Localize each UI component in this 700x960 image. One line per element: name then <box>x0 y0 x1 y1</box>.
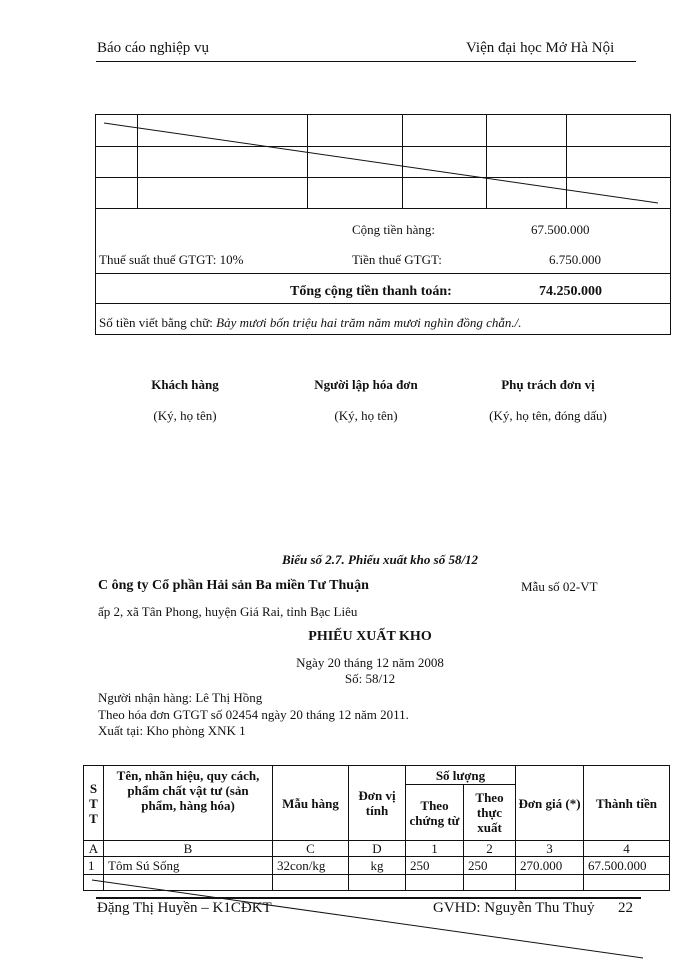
header-left: Báo cáo nghiệp vụ <box>97 40 210 56</box>
row-amount: 67.500.000 <box>584 857 670 875</box>
grand-total-label: Tổng cộng tiền thanh toán: <box>290 284 452 299</box>
signature-note-issuer: (Ký, họ tên) <box>334 408 398 423</box>
amount-in-words <box>99 315 522 331</box>
code-cell: 4 <box>584 841 670 857</box>
row-qty-actual: 250 <box>464 857 516 875</box>
signature-title-customer: Khách hàng <box>151 377 219 392</box>
form-number: Mẫu số 02-VT <box>521 579 598 594</box>
row-unit: kg <box>349 857 406 875</box>
footer-author: Đặng Thị Huyền – K1CĐKT <box>97 900 272 916</box>
company-name: C ông ty Cổ phần Hải sản Ba miền Tư Thuận <box>98 578 369 593</box>
col-header-amount: Thành tiền <box>584 766 670 841</box>
header-right: Viện đại học Mở Hà Nội <box>466 40 615 56</box>
code-cell: B <box>104 841 273 857</box>
slip-number: Số: 58/12 <box>344 671 396 686</box>
amount-in-words-value: Bảy mươi bốn triệu hai trăm năm mươi nghìn đồng chẵn./. <box>216 315 522 330</box>
col-header-qty-actual: Theo thực xuất <box>464 785 516 841</box>
code-cell: 3 <box>516 841 584 857</box>
receiver: Người nhận hàng: Lê Thị Hồng <box>98 690 263 705</box>
col-header-quantity: Số lượng <box>406 766 516 785</box>
vat-rate-label: Thuế suất thuế GTGT: 10% <box>99 252 244 267</box>
slip-table <box>83 765 670 891</box>
col-header-qty-doc: Theo chứng từ <box>406 785 464 841</box>
strike-diagonal-bottom <box>88 878 648 960</box>
signature-note-customer: (Ký, họ tên) <box>153 408 217 423</box>
slip-title: PHIẾU XUẤT KHO <box>308 629 432 644</box>
footer-divider <box>96 897 641 899</box>
goods-total-label: Cộng tiền hàng: <box>352 222 436 237</box>
header-divider <box>96 61 636 62</box>
slip-date: Ngày 20 tháng 12 năm 2008 <box>296 655 444 670</box>
table-row-line <box>96 303 670 304</box>
signature-title-issuer: Người lập hóa đơn <box>314 377 418 392</box>
code-cell: 1 <box>406 841 464 857</box>
code-cell: C <box>273 841 349 857</box>
row-name: Tôm Sú Sống <box>104 857 273 875</box>
code-cell: A <box>84 841 104 857</box>
page-number: 22 <box>618 900 633 916</box>
footer-advisor: GVHD: Nguyễn Thu Thuỷ <box>433 900 595 916</box>
amount-in-words-label: Số tiền viết bằng chữ: <box>99 315 213 330</box>
col-header-unit: Đơn vị tính <box>349 766 406 841</box>
vat-amount-label: Tiền thuế GTGT: <box>352 252 442 267</box>
code-cell: D <box>349 841 406 857</box>
row-model: 32con/kg <box>273 857 349 875</box>
col-header-name: Tên, nhãn hiệu, quy cách, phẩm chất vật tư (sản phẩm, hàng hóa) <box>104 766 273 841</box>
col-header-price: Đơn giá (*) <box>516 766 584 841</box>
signature-note-manager: (Ký, họ tên, đóng dấu) <box>489 408 607 423</box>
col-header-model: Mẫu hàng <box>273 766 349 841</box>
code-cell: 2 <box>464 841 516 857</box>
slip-caption: Biểu số 2.7. Phiếu xuất kho số 58/12 <box>281 552 479 567</box>
warehouse: Xuất tại: Kho phòng XNK 1 <box>98 723 246 738</box>
table-row-line <box>96 273 670 274</box>
strike-diagonal <box>96 115 670 208</box>
goods-total-value: 67.500.000 <box>531 222 590 237</box>
grand-total-value: 74.250.000 <box>539 284 602 299</box>
vat-amount-value: 6.750.000 <box>549 252 601 267</box>
row-stt: 1 <box>84 857 104 875</box>
company-address: ấp 2, xã Tân Phong, huyện Giá Rai, tỉnh Bạc Liêu <box>98 604 358 619</box>
signature-title-manager: Phụ trách đơn vị <box>501 377 595 392</box>
table-row <box>84 857 670 875</box>
row-price: 270.000 <box>516 857 584 875</box>
row-qty-doc: 250 <box>406 857 464 875</box>
table-row-line <box>96 208 670 209</box>
col-header-stt: S T T <box>84 766 104 841</box>
invoice-reference: Theo hóa đơn GTGT số 02454 ngày 20 tháng 12 năm 2011. <box>98 707 409 722</box>
